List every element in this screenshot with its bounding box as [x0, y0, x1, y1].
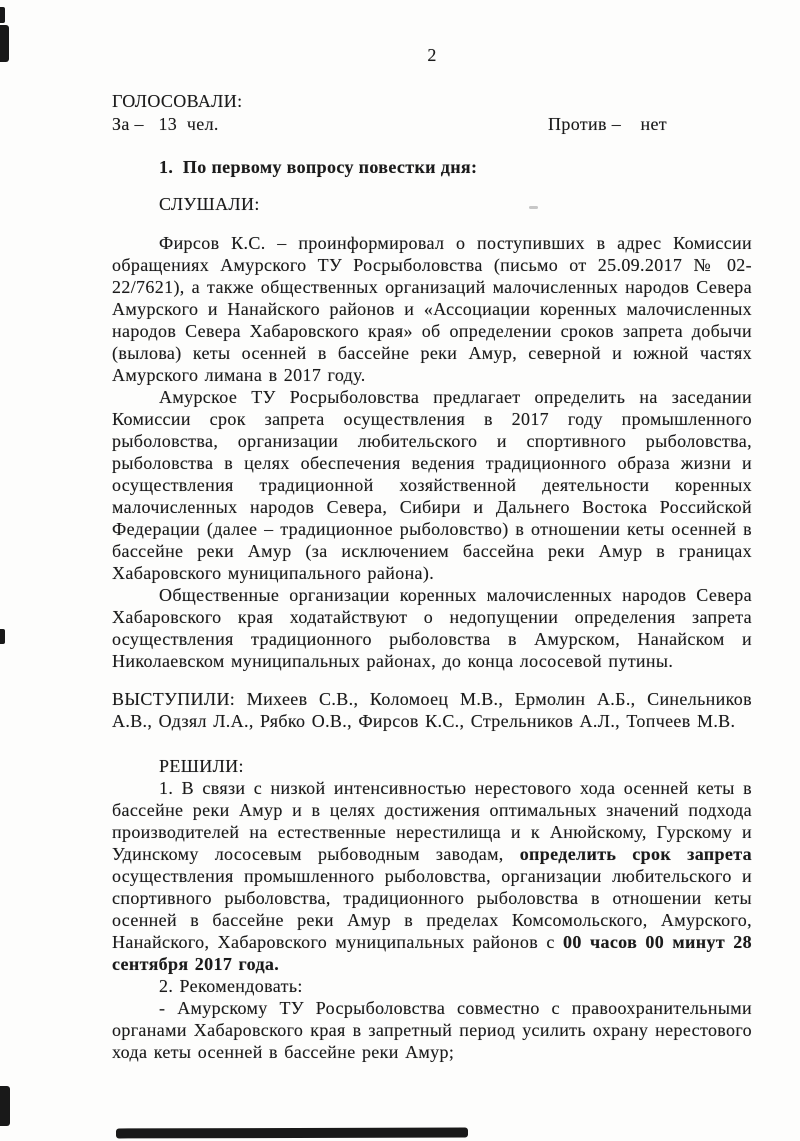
resolved-item-1-text-a: 1. В связи с низкой интенсивностью нерестового хода осенней кеты в бассейне реки Амур и в целях достижения оптимальных значений подхода производителей на естественные нерестилища и к Анюйскому, Гурскому и Удинскому лососевым рыбоводным заводам, — [112, 778, 752, 864]
resolved-item-1-bold-a: определить срок запрета — [519, 844, 752, 864]
resolved-item-2-sub-1: - Амурскому ТУ Росрыболовства совместно с правоохранительными органами Хабаровского края в запретный период усилить охрану нерестового хода кеты осенней в бассейне реки Амур; — [112, 998, 752, 1062]
resolved-item-1-bold-b: 00 часов 00 минут 28 сентября 2017 года. — [112, 932, 752, 974]
heard-label: СЛУШАЛИ: — [159, 194, 260, 214]
voting-row — [112, 113, 752, 135]
resolved-label: РЕШИЛИ: — [159, 756, 244, 776]
resolved-body — [112, 777, 752, 1063]
resolved-item-1 — [112, 777, 752, 975]
voting-label: ГОЛОСОВАЛИ: — [112, 91, 243, 111]
scan-artifact-top-left — [0, 25, 9, 62]
resolved-item-1-text-b: осуществления промышленного рыболовства, организации любительского и спортивного рыболовства, традиционного рыболовства в отношении кеты осенней в бассейне реки Амур в пределах Комсомольского, Амурского, Нанайского, Хабаровского муниципальных районов с — [112, 866, 752, 952]
page-number: 2 — [427, 45, 437, 65]
votes-against: Против – нет — [548, 114, 667, 134]
agenda-item-heading: 1. По первому вопросу повестки дня: — [159, 157, 478, 177]
resolved-item-2: 2. Рекомендовать: — [159, 976, 303, 996]
votes-for: За – 13 чел. — [112, 114, 219, 134]
heard-body — [112, 232, 752, 672]
heard-paragraph-3: Общественные организации коренных малочисленных народов Севера Хабаровского края ходатайствуют о недопущении определения запрета осуществления традиционного рыболовства в Амурском, Нанайском и Николаевском муниципальных районах, до конца лососевой путины. — [112, 585, 752, 671]
scan-artifact-middle-left — [0, 629, 5, 644]
scan-artifact-top-left-small — [0, 7, 5, 23]
scan-artifact-bottom-bar — [116, 1128, 468, 1139]
spoke-paragraph: ВЫСТУПИЛИ: Михеев С.В., Коломоец М.В., Ермолин А.Б., Синельников А.В., Одзял Л.А., Рябко О.В., Фирсов К.С., Стрельников А.Л., Топчеев М.В. — [112, 689, 752, 731]
heard-paragraph-2: Амурское ТУ Росрыболовства предлагает определить на заседании Комиссии срок запрета осуществления в 2017 году промышленного рыболовства, организации любительского и спортивного рыболовства, рыболовства в целях обеспечения ведения традиционного образа жизни и осуществления традиционной хозяйственной деятельности коренных малочисленных народов Севера, Сибири и Дальнего Востока Российской Федерации (далее – традиционное рыболовство) в отношении кеты осенней в бассейне реки Амур (за исключением бассейна реки Амур в границах Хабаровского муниципального района). — [112, 387, 752, 583]
scan-artifact-bottom-left — [0, 1086, 10, 1126]
heard-paragraph-1: Фирсов К.С. – проинформировал о поступивших в адрес Комиссии обращениях Амурского ТУ Росрыболовства (письмо от 25.09.2017 № 02-22/7621), а также общественных организаций малочисленных народов Севера Амурского и Нанайского районов и «Ассоциации коренных малочисленных народов Севера Хабаровского края» об определении сроков запрета добычи (вылова) кеты осенней в бассейне реки Амур, северной и южной частях Амурского лимана в 2017 году. — [112, 233, 752, 385]
